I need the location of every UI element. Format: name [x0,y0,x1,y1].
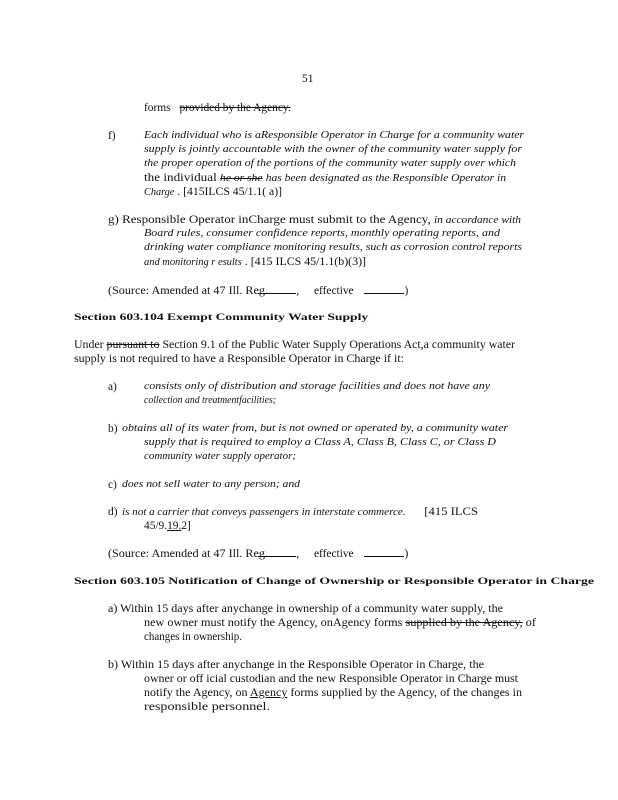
item-b-line-2: supply that is required to employ a Class A, Class B, Class C, or Class D [144,437,496,448]
paragraph-f-line-4: the individual he or she has been designated as the Responsible Operator in [144,172,506,184]
paragraph-f-line-1: Each individual who is aResponsible Operator in Charge for a community water [144,130,524,141]
section-heading-603-104: Section 603.104 Exempt Community Water Supply [74,312,369,323]
source-note-2: (Source: Amended at 47 Ill. Reg. , effective ) [108,548,409,560]
notify-a-line-1: a) Within 15 days after anychange in ownership of a community water supply, the [108,603,503,615]
notify-b-line-1: b) Within 15 days after anychange in the Responsible Operator in Charge, the [108,659,484,671]
paragraph-f-line-2: supply is jointly accountable with the owner of the community water supply for [144,144,522,155]
item-label-a: a) [108,381,117,393]
paragraph-f-line-5: Charge . [415ILCS 45/1.1( a)] [144,186,282,198]
item-a-line-1: consists only of distribution and storage facilities and does not have any [144,381,490,392]
struck-text: provided by the Agency. [179,102,291,114]
line-forms-provided: forms provided by the Agency. [144,102,291,114]
underlined-text: Agency [249,687,288,699]
notify-b-line-4: responsible personnel. [144,701,270,713]
item-label-b: b) [108,423,118,435]
item-label-f: f) [108,130,116,142]
item-b-line-1: obtains all of its water from, but is not owned or operated by, a community water [122,423,508,434]
item-d-line-1: is not a carrier that conveys passengers in interstate commerce. [415 ILCS [122,506,479,518]
item-label-c: c) [108,479,117,491]
page-number: 51 [302,73,314,85]
paragraph-f-line-3: the proper operation of the portions of the community water supply over which [144,158,516,169]
struck-text: he or she [220,173,263,184]
notify-b-line-2: owner or off icial custodian and the new Responsible Operator in Charge must [144,673,518,685]
under-line-2: supply is not required to have a Responsible Operator in Charge if it: [74,353,404,365]
notify-b-line-3: notify the Agency, on Agency forms supplied by the Agency, of the changes in [144,687,522,699]
paragraph-g-line-1: g) Responsible Operator inCharge must submit to the Agency, in accordance with [108,214,521,226]
blank-line [364,283,404,294]
struck-text: pursuant to [106,339,160,351]
item-a-line-2: collection and treatmentfacilities; [144,395,276,406]
underlined-text: 19. [167,520,182,532]
notify-a-line-3: changes in ownership. [144,631,242,643]
under-line-1: Under pursuant to Section 9.1 of the Public Water Supply Operations Act,a community water [74,339,515,351]
item-b-line-3: community water supply operator; [144,451,296,462]
source-note-1: (Source: Amended at 47 Ill. Reg. , effective ) [108,285,409,297]
item-d-line-2: 45/9.19.2] [144,520,191,532]
blank-line [364,546,404,557]
struck-text: supplied by the Agency, [405,617,523,629]
section-heading-603-105: Section 603.105 Notification of Change of Ownership or Responsible Operator in Charge [74,576,595,587]
paragraph-g-line-4: and monitoring r esults . [415 ILCS 45/1.1(b)(3)] [144,256,366,268]
paragraph-g-line-3: drinking water compliance monitoring results, such as corrosion control reports [144,242,522,253]
paragraph-g-line-2: Board rules, consumer confidence reports, monthly operating reports, and [144,228,500,239]
item-c-line-1: does not sell water to any person; and [122,479,300,490]
notify-a-line-2: new owner must notify the Agency, onAgency forms supplied by the Agency, of [144,617,536,629]
item-label-d: d) [108,506,118,518]
